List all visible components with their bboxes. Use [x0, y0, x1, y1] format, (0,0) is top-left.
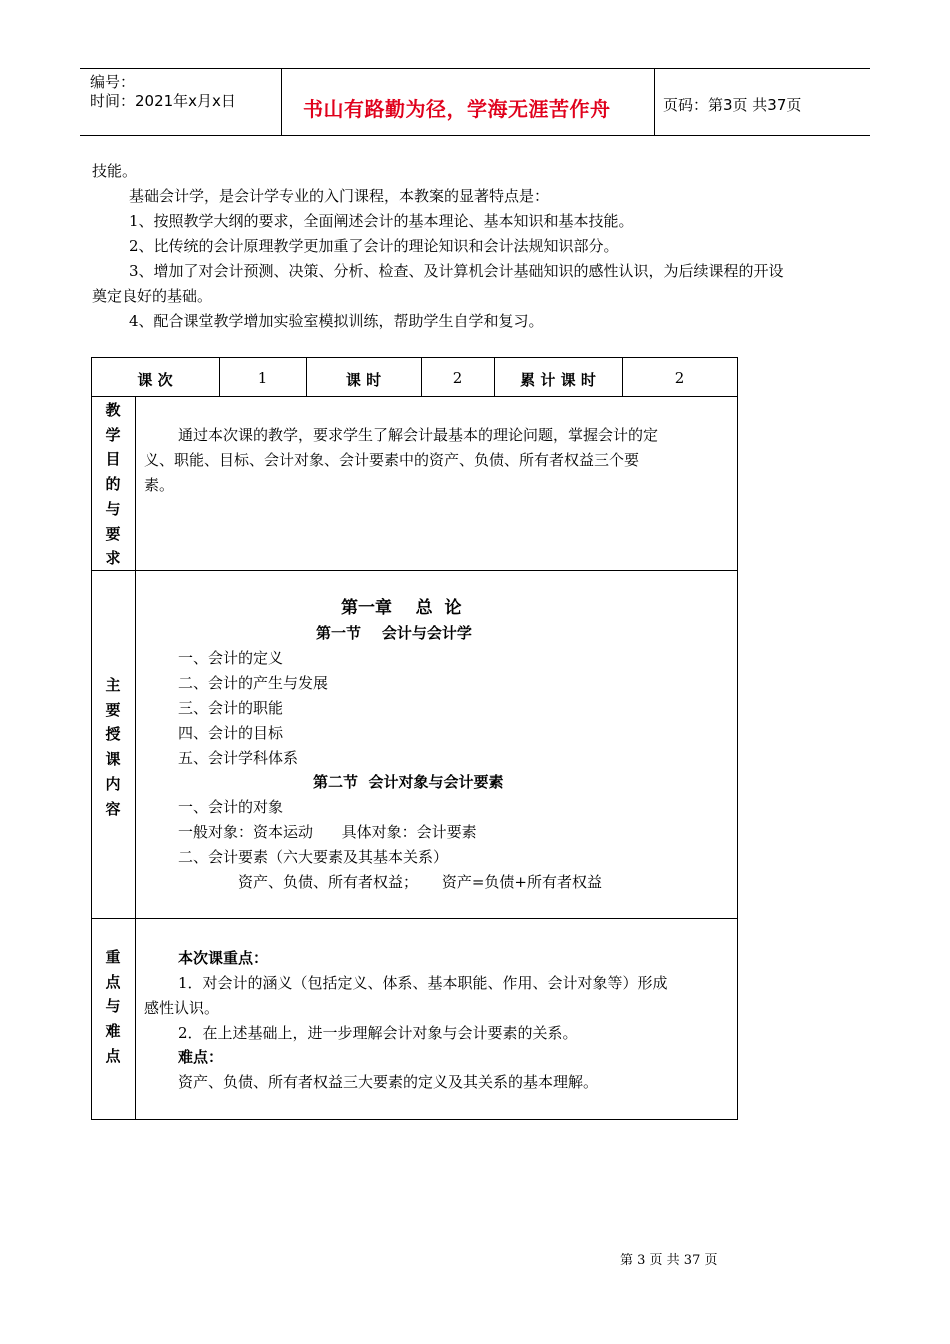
content-item: 一般对象：资本运动 具体对象：会计要素: [178, 823, 477, 841]
table-border-right: [737, 357, 738, 1119]
content-item: 资产、负债、所有者权益； 资产=负债+所有者权益: [238, 873, 602, 891]
intro-item: 2、比传统的会计原理教学更加重了会计的理论知识和会计法规知识部分。: [129, 237, 619, 255]
intro-item: 奠定良好的基础。: [92, 287, 213, 305]
content-item: 一、会计的对象: [178, 798, 284, 816]
focus-item: 感性认识。: [144, 999, 220, 1017]
header-date: 时间：2021年x月x日: [90, 92, 236, 110]
page-footer: 第 3 页 共 37 页: [620, 1253, 718, 1268]
objectives-label: 教 学 目 的 与 要 求: [105, 401, 121, 568]
cumulative-hours-label: 累 计 课 时: [520, 371, 596, 389]
chapter-title: 第一章 总 论: [341, 598, 462, 618]
table-label-divider: [135, 396, 136, 1119]
header-bottom-rule: [80, 135, 870, 136]
header-motto: 书山有路勤为径，学海无涯苦作舟: [303, 97, 611, 121]
table-row-divider: [91, 396, 738, 397]
header-divider-right: [654, 68, 655, 135]
section-title: 第一节 会计与会计学: [316, 624, 472, 642]
table-row-divider: [91, 918, 738, 919]
hours-label: 课 时: [345, 371, 382, 389]
table-row-divider: [91, 570, 738, 571]
intro-line: 基础会计学，是会计学专业的入门课程，本教案的显著特点是：: [129, 187, 550, 205]
content-item: 三、会计的职能: [178, 699, 284, 717]
hours-value: 2: [452, 369, 463, 387]
table-border-top: [91, 357, 738, 358]
key-points-label: 重 点 与 难 点: [105, 948, 121, 1065]
intro-item: 4、配合课堂教学增加实验室模拟训练，帮助学生自学和复习。: [129, 312, 544, 330]
focus-item: 2．在上述基础上，进一步理解会计对象与会计要素的关系。: [178, 1024, 578, 1042]
table-border-bottom: [91, 1119, 738, 1120]
difficult-item: 资产、负债、所有者权益三大要素的定义及其关系的基本理解。: [178, 1073, 599, 1091]
focus-item: 1．对会计的涵义（包括定义、体系、基本职能、作用、会计对象等）形成: [178, 974, 668, 992]
header-top-rule: [80, 68, 870, 69]
focus-title: 本次课重点：: [178, 949, 269, 967]
header-divider-left: [281, 68, 282, 135]
header-number-label: 编号：: [90, 73, 136, 91]
intro-item: 3、增加了对会计预测、决策、分析、检查、及计算机会计基础知识的感性认识，为后续课程的开设: [129, 262, 784, 280]
content-item: 四、会计的目标: [178, 724, 284, 742]
intro-line: 技能。: [92, 162, 138, 180]
content-item: 二、会计要素（六大要素及其基本关系）: [178, 848, 449, 866]
difficult-title: 难点：: [178, 1048, 224, 1066]
cumulative-hours-value: 2: [674, 369, 685, 387]
objectives-text: 素。: [144, 476, 175, 494]
lesson-label: 课 次: [137, 371, 173, 389]
objectives-text: 义、职能、目标、会计对象、会计要素中的资产、负债、所有者权益三个要: [144, 451, 640, 469]
header-page-label: 页码：第3页 共37页: [663, 96, 802, 114]
section-title: 第二节 会计对象与会计要素: [313, 773, 504, 791]
content-item: 一、会计的定义: [178, 649, 284, 667]
content-label: 主 要 授 课 内 容: [105, 676, 121, 818]
lesson-value: 1: [257, 369, 268, 387]
objectives-text: 通过本次课的教学，要求学生了解会计最基本的理论问题，掌握会计的定: [178, 426, 659, 444]
content-item: 五、会计学科体系: [178, 749, 299, 767]
content-item: 二、会计的产生与发展: [178, 674, 329, 692]
intro-item: 1、按照教学大纲的要求，全面阐述会计的基本理论、基本知识和基本技能。: [129, 212, 634, 230]
